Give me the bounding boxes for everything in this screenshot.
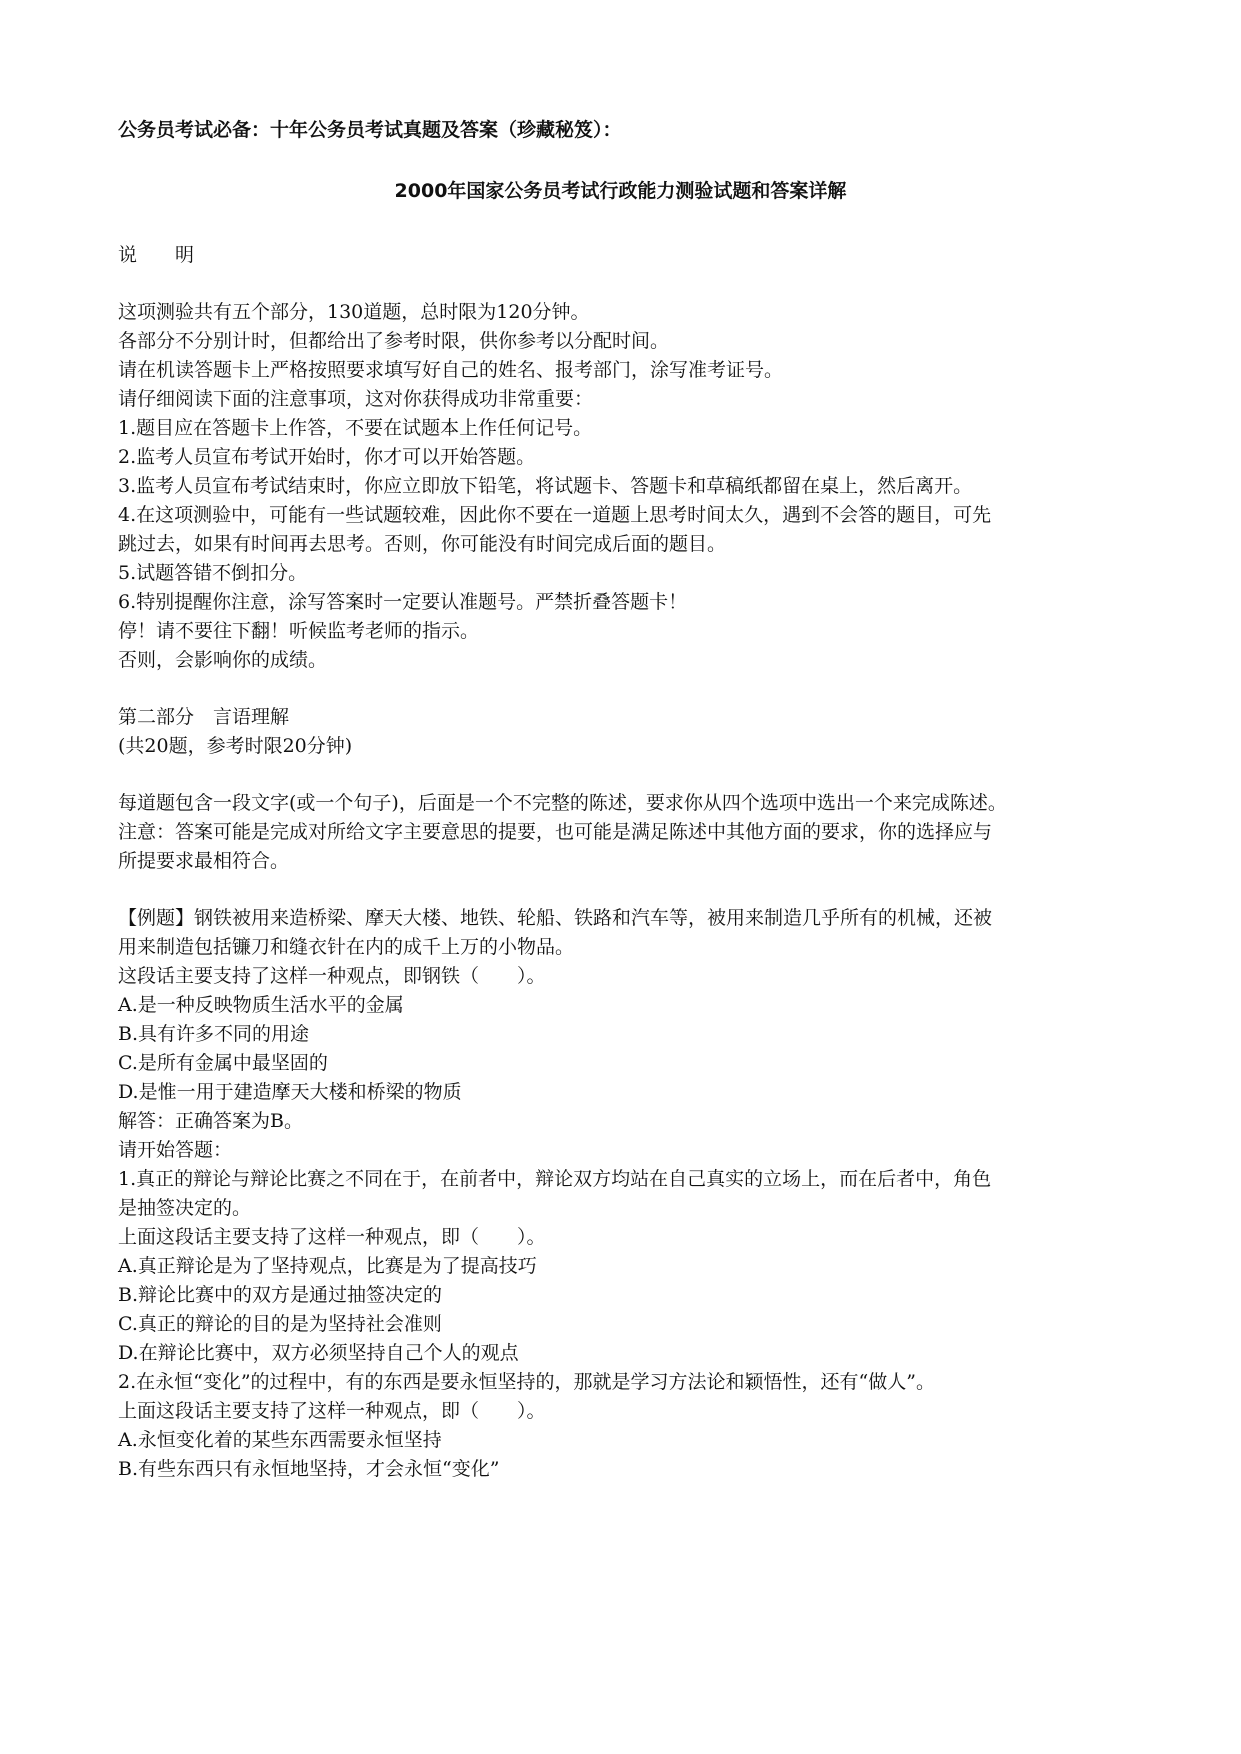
body-line: 是抽签决定的。 <box>118 1197 252 1219</box>
body-line: B.辩论比赛中的双方是通过抽签决定的 <box>118 1284 443 1306</box>
notes-line: 1.题目应在答题卡上作答，不要在试题本上作任何记号。 <box>118 417 593 439</box>
notes-line: 4.在这项测验中，可能有一些试题较难，因此你不要在一道题上思考时间太久，遇到不会答的题目，可先 <box>118 504 992 526</box>
instruction-line: 每道题包含一段文字(或一个句子)，后面是一个不完整的陈述，要求你从四个选项中选出一个来完成陈述。 <box>118 792 1007 814</box>
notes-line: 停！请不要往下翻！听候监考老师的指示。 <box>118 620 480 642</box>
body-line: D.是惟一用于建造摩天大楼和桥梁的物质 <box>118 1081 462 1103</box>
body-line: 上面这段话主要支持了这样一种观点，即（ ）。 <box>118 1400 546 1422</box>
body-line: 1.真正的辩论与辩论比赛之不同在于，在前者中，辩论双方均站在自己真实的立场上，而在后者中，角色 <box>118 1168 992 1190</box>
notes-line: 请仔细阅读下面的注意事项，这对你获得成功非常重要： <box>118 388 594 410</box>
body-line: B.具有许多不同的用途 <box>118 1023 310 1045</box>
body-line: 请开始答题： <box>118 1139 233 1161</box>
notes-line: 各部分不分别计时，但都给出了参考时限，供你参考以分配时间。 <box>118 330 670 352</box>
notes-line: 跳过去，如果有时间再去思考。否则，你可能没有时间完成后面的题目。 <box>118 533 727 555</box>
body-line: 这段话主要支持了这样一种观点，即钢铁（ ）。 <box>118 965 546 987</box>
section-title: 第二部分 言语理解 <box>118 706 290 728</box>
instruction-line: 注意：答案可能是完成对所给文字主要意思的提要，也可能是满足陈述中其他方面的要求，你的选择应与 <box>118 821 993 843</box>
body-line: C.真正的辩论的目的是为坚持社会准则 <box>118 1313 442 1335</box>
section-time: (共20题，参考时限20分钟) <box>118 735 353 757</box>
notes-line: 6.特别提醒你注意，涂写答案时一定要认准题号。严禁折叠答题卡！ <box>118 591 688 613</box>
body-line: A.真正辩论是为了坚持观点，比赛是为了提高技巧 <box>118 1255 537 1277</box>
body-line: 上面这段话主要支持了这样一种观点，即（ ）。 <box>118 1226 546 1248</box>
body-line: 解答：正确答案为B。 <box>118 1110 303 1132</box>
notes-line: 2.监考人员宣布考试开始时，你才可以开始答题。 <box>118 446 536 468</box>
notes-line: 5.试题答错不倒扣分。 <box>118 562 308 584</box>
notes-line: 这项测验共有五个部分，130道题，总时限为120分钟。 <box>118 301 590 323</box>
document-header: 公务员考试必备：十年公务员考试真题及答案（珍藏秘笈）： <box>118 119 622 141</box>
notes-line: 请在机读答题卡上严格按照要求填写好自己的姓名、报考部门，涂写准考证号。 <box>118 359 784 381</box>
body-line: A.是一种反映物质生活水平的金属 <box>118 994 404 1016</box>
body-line: 【例题】钢铁被用来造桥梁、摩天大楼、地铁、轮船、铁路和汽车等，被用来制造几乎所有的机械，还被 <box>118 907 993 929</box>
body-line: A.永恒变化着的某些东西需要永恒坚持 <box>118 1429 442 1451</box>
notes-heading: 说 明 <box>118 244 195 266</box>
instruction-line: 所提要求最相符合。 <box>118 850 290 872</box>
body-line: D.在辩论比赛中，双方必须坚持自己个人的观点 <box>118 1342 519 1364</box>
body-line: 用来制造包括镰刀和缝衣针在内的成千上万的小物品。 <box>118 936 575 958</box>
document-title: 2000年国家公务员考试行政能力测验试题和答案详解 <box>394 180 847 202</box>
notes-line: 3.监考人员宣布考试结束时，你应立即放下铅笔，将试题卡、答题卡和草稿纸都留在桌上，然后离开。 <box>118 475 973 497</box>
body-line: C.是所有金属中最坚固的 <box>118 1052 328 1074</box>
notes-line: 否则，会影响你的成绩。 <box>118 649 328 671</box>
body-line: 2.在永恒“变化”的过程中，有的东西是要永恒坚持的，那就是学习方法论和颖悟性，还有“做人”。 <box>118 1371 935 1393</box>
body-line: B.有些东西只有永恒地坚持，才会永恒“变化” <box>118 1458 500 1480</box>
